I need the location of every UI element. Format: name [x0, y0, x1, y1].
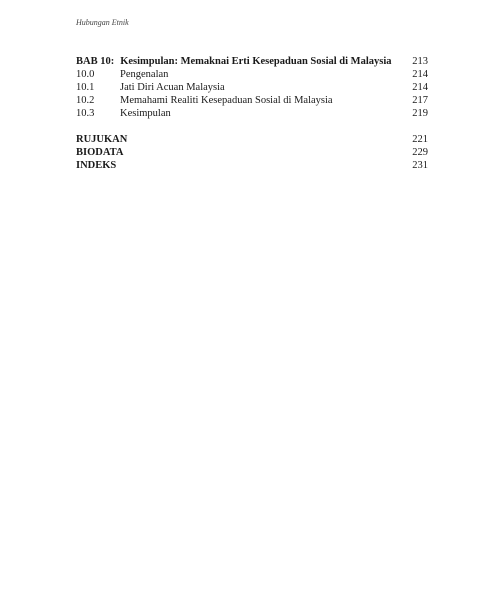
section-number: 10.1: [76, 82, 95, 93]
chapter-title: Kesimpulan: Memaknai Erti Kesepaduan Sosial di Malaysia: [120, 56, 392, 67]
section-page: 219: [412, 108, 428, 119]
chapter-label: BAB 10:: [76, 56, 115, 67]
toc-section-entry[interactable]: [76, 94, 428, 107]
chapter-page: 213: [412, 56, 428, 67]
section-title: Jati Diri Acuan Malaysia: [120, 82, 225, 93]
toc-section-entry[interactable]: [76, 107, 428, 120]
back-matter-title: INDEKS: [76, 160, 117, 171]
section-page: 217: [412, 95, 428, 106]
section-number: 10.3: [76, 108, 95, 119]
back-matter-title: BIODATA: [76, 147, 124, 158]
back-matter-page: 231: [412, 160, 428, 171]
section-number: 10.0: [76, 69, 95, 80]
section-title: Kesimpulan: [120, 108, 171, 119]
toc-spacer: [76, 120, 428, 133]
back-matter-page: 221: [412, 134, 428, 145]
back-matter-page: 229: [412, 147, 428, 158]
section-number: 10.2: [76, 95, 95, 106]
toc-section-entry[interactable]: [76, 68, 428, 81]
section-title: Memahami Realiti Kesepaduan Sosial di Malaysia: [120, 95, 333, 106]
toc-back-matter-entry[interactable]: [76, 159, 428, 172]
toc-chapter-entry[interactable]: [76, 55, 428, 68]
table-of-contents: [76, 55, 428, 172]
section-page: 214: [412, 82, 428, 93]
section-page: 214: [412, 69, 428, 80]
back-matter-title: RUJUKAN: [76, 134, 128, 145]
toc-section-entry[interactable]: [76, 81, 428, 94]
running-head: Hubungan Etnik: [76, 18, 129, 27]
toc-back-matter-entry[interactable]: [76, 133, 428, 146]
toc-back-matter-entry[interactable]: [76, 146, 428, 159]
section-title: Pengenalan: [120, 69, 169, 80]
